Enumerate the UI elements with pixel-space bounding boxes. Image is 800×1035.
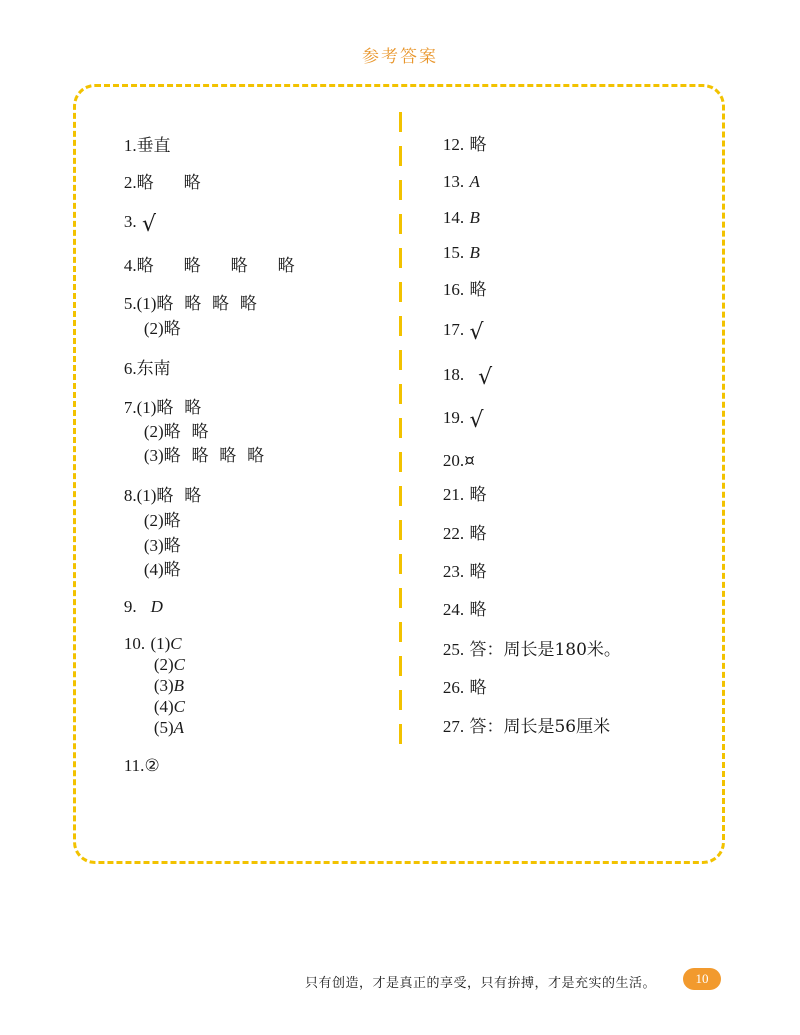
check-mark-icon: √	[141, 212, 156, 237]
answer-13: 13. A	[442, 172, 480, 191]
check-mark-icon: √	[469, 320, 484, 345]
check-mark-icon: √	[478, 365, 493, 390]
answer-12: 12. 略	[442, 135, 487, 155]
answer-25: 25. 答：周长是180米。	[442, 640, 621, 660]
answer-15: 15. B	[442, 243, 480, 262]
footer-motto: 只有创造，才是真正的享受，只有拚搏，才是充实的生活。	[305, 976, 657, 991]
column-divider	[399, 112, 402, 758]
answer-7: 7.(1)略 略	[123, 398, 202, 418]
answer-5: 5.(1)略 略 略 略	[123, 294, 257, 314]
answer-10: 10. (1)C	[123, 634, 182, 653]
answer-10-part-2: (2)C	[153, 655, 185, 674]
answer-14: 14. B	[442, 208, 480, 227]
answer-17: 17. √	[442, 320, 484, 345]
answer-9: 9. D	[123, 597, 163, 616]
answer-24: 24. 略	[442, 600, 487, 620]
answer-16: 16. 略	[442, 280, 487, 300]
answer-11: 11.②	[123, 756, 160, 776]
answer-7-part-2: (2)略 略	[143, 422, 209, 442]
answer-10-part-3: (3)B	[153, 676, 185, 695]
answer-10-part-5: (5)A	[153, 718, 185, 737]
answer-23: 23. 略	[442, 562, 487, 582]
answer-8-part-3: (3)略	[143, 536, 181, 556]
answer-6: 6.东南	[123, 359, 171, 379]
answer-8-part-4: (4)略	[143, 560, 181, 580]
answer-4: 4.略 略 略 略	[123, 256, 295, 276]
check-mark-icon: √	[469, 408, 484, 433]
page-title: 参考答案	[362, 47, 438, 67]
page-number-badge: 10	[683, 968, 721, 990]
answer-10-part-4: (4)C	[153, 697, 185, 716]
answer-5-part-2: (2)略	[143, 319, 181, 339]
answer-22: 22. 略	[442, 524, 487, 544]
answer-20: 20.¤	[442, 451, 475, 471]
answer-26: 26. 略	[442, 678, 487, 698]
answer-1: 1.垂直	[123, 136, 171, 156]
answer-21: 21. 略	[442, 485, 487, 505]
answer-19: 19. √	[442, 408, 484, 433]
answer-3: 3. √	[123, 212, 156, 237]
answer-18: 18. √	[442, 365, 493, 390]
answer-8: 8.(1)略 略	[123, 486, 202, 506]
answer-2: 2.略 略	[123, 173, 201, 193]
answer-27: 27. 答：周长是56厘米	[442, 717, 611, 737]
answer-8-part-2: (2)略	[143, 511, 181, 531]
answer-7-part-3: (3)略 略 略 略	[143, 446, 265, 466]
